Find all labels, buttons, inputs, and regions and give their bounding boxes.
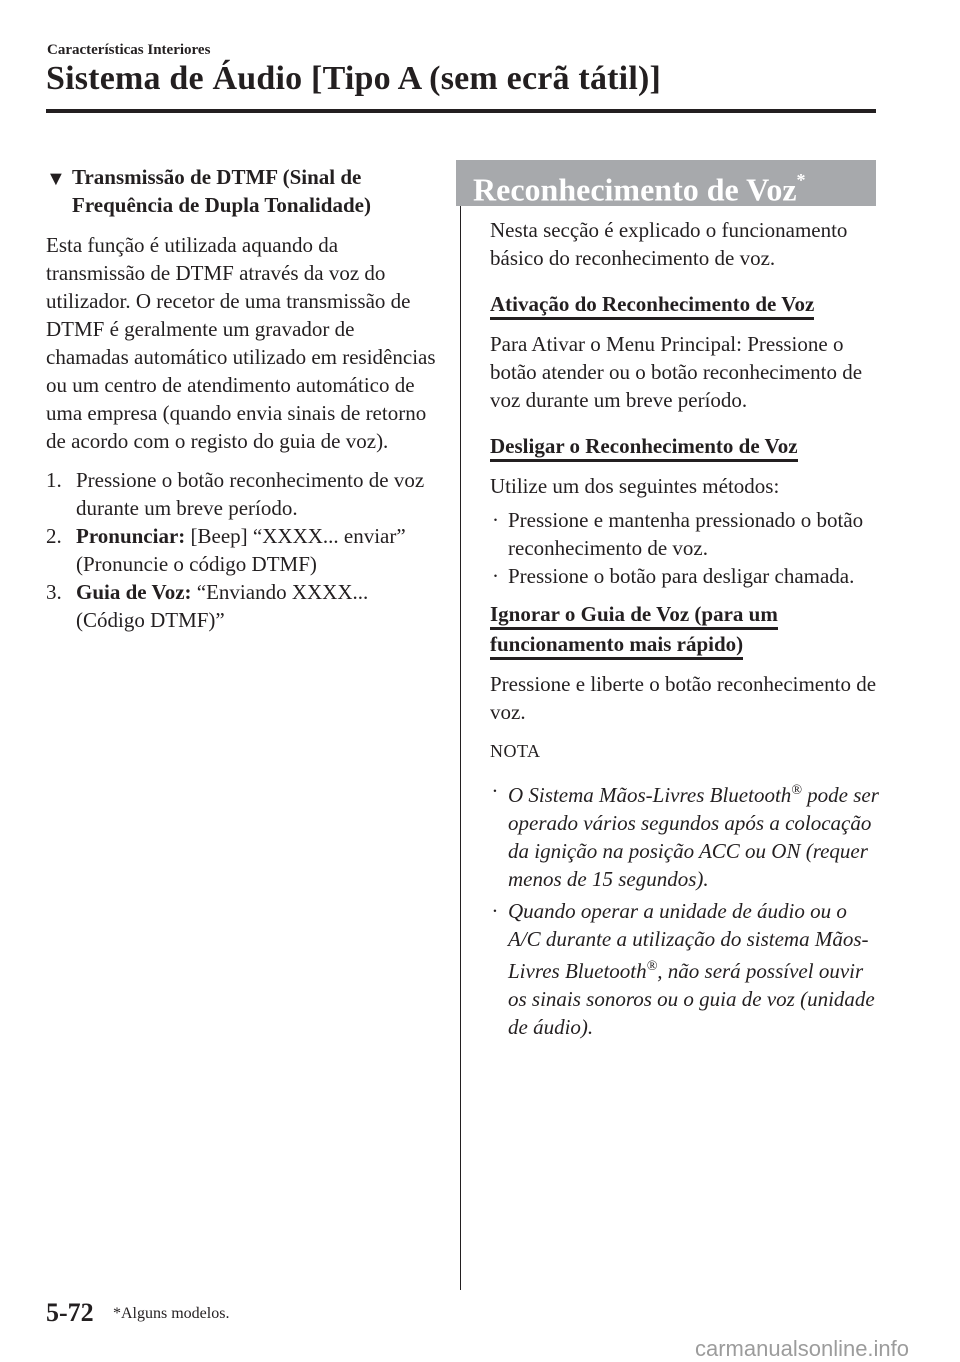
bullet-icon: ·	[492, 899, 498, 923]
skip-paragraph: Pressione e liberte o botão reconhecimento de voz.	[490, 672, 877, 724]
category-label: Características Interiores	[47, 42, 211, 58]
dtmf-steps	[46, 466, 436, 634]
list-item: · Quando operar a unidade de áudio ou o A/C durante a utilização do sistema Mãos-Livres Bluetooth®, não será possível ouvir os sinais sonoros ou o guia de voz (unidade de áudio).	[492, 899, 875, 1039]
header-rule	[46, 109, 876, 113]
bullet-icon: ·	[492, 564, 499, 588]
off-heading: Desligar o Reconhecimento de Voz	[490, 433, 798, 462]
triangle-down-icon: ▼	[46, 168, 66, 190]
page-title: Sistema de Áudio [Tipo A (sem ecrã tátil)]	[46, 60, 662, 97]
list-item: · O Sistema Mãos-Livres Bluetooth® pode ser operado vários segundos após a colocação da ignição na posição ACC ou ON (requer menos de 15 segundos).	[492, 779, 879, 891]
list-item: 2. Pronunciar: [Beep] “XXXX... enviar” (Pronuncie o código DTMF)	[46, 524, 406, 576]
section-banner: Reconhecimento de Voz*	[456, 160, 876, 206]
footnote: *Alguns modelos.	[113, 1305, 230, 1322]
activate-heading: Ativação do Reconhecimento de Voz	[490, 291, 814, 320]
list-item: · Pressione e mantenha pressionado o botão reconhecimento de voz.	[492, 508, 864, 560]
bullet-icon: ·	[492, 779, 498, 803]
right-column	[473, 160, 880, 1051]
dtmf-heading: ▼ Transmissão de DTMF (Sinal de Frequência de Dupla Tonalidade)	[46, 165, 371, 217]
watermark: carmanualsonline.info	[695, 1336, 910, 1361]
list-item: 3. Guia de Voz: “Enviando XXXX... (Código DTMF)”	[46, 580, 369, 632]
intro-paragraph: Nesta secção é explicado o funcionamento básico do reconhecimento de voz.	[490, 218, 848, 270]
note-label: NOTA	[490, 741, 541, 761]
off-paragraph: Utilize um dos seguintes métodos:	[490, 474, 780, 498]
column-divider	[460, 160, 461, 1290]
page-number: 5-72	[46, 1298, 94, 1327]
list-item: · Pressione o botão para desligar chamada.	[492, 564, 855, 588]
dtmf-paragraph: Esta função é utilizada aquando da transmissão de DTMF através da voz do utilizador. O recetor de uma transmissão de DTMF é geralmente um gravador de chamadas automático utilizado em residências ou um centro de atendimento automático de uma empresa (quando envia sinais de retorno de acordo com o registo do guia de voz).	[46, 233, 436, 453]
off-bullets	[490, 506, 880, 590]
list-item: 1. Pressione o botão reconhecimento de voz durante um breve período.	[46, 468, 425, 520]
activate-paragraph: Para Ativar o Menu Principal: Pressione o botão atender ou o botão reconhecimento de voz durante um breve período.	[490, 332, 863, 412]
skip-heading: Ignorar o Guia de Voz (para um funcionamento mais rápido)	[490, 600, 880, 660]
note-bullets	[490, 777, 880, 1041]
left-column	[46, 163, 436, 634]
bullet-icon: ·	[492, 508, 499, 532]
